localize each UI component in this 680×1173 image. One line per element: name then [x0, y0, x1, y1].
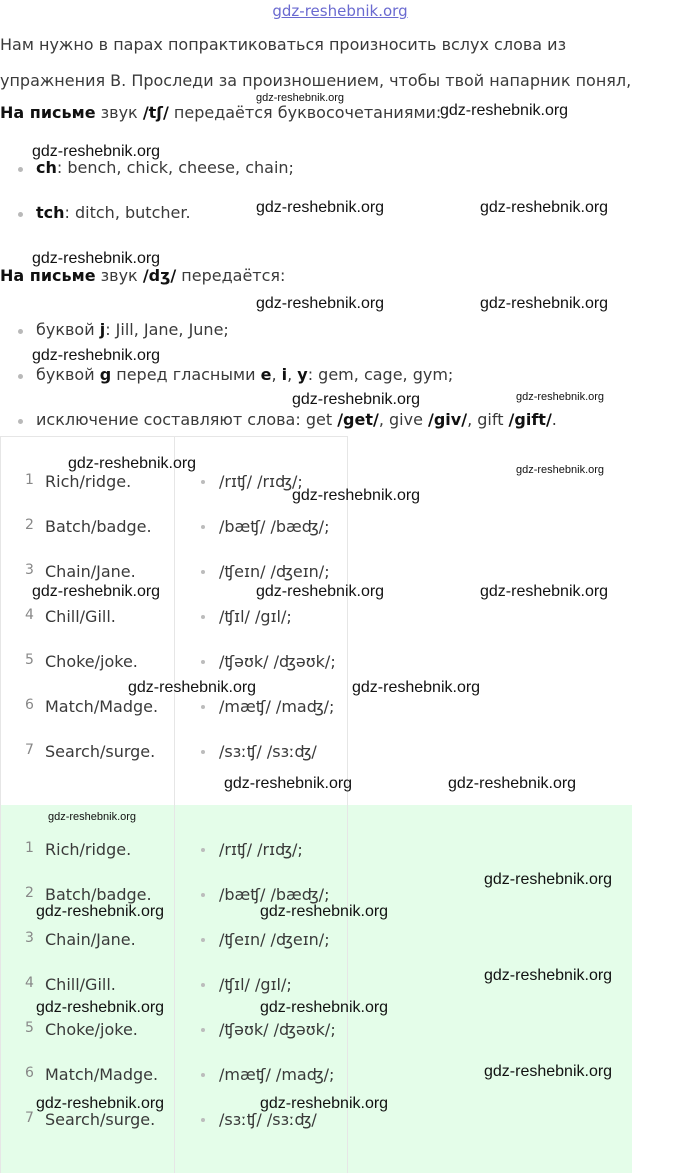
rule1-item-2 — [36, 203, 191, 222]
row-number: 4 — [25, 975, 34, 991]
transcription: /mæʧ/ /maʤ/; — [219, 697, 335, 716]
bullet — [201, 480, 205, 484]
rule2-item-1 — [36, 320, 229, 339]
row-number: 3 — [25, 562, 34, 578]
transcription: /bæʧ/ /bæʤ/; — [219, 885, 330, 904]
bullet — [201, 1118, 205, 1122]
row-number: 1 — [25, 840, 34, 856]
rule1-item-1-text: : bench, chick, cheese, chain; — [56, 158, 294, 177]
word-pair: Chain/Jane. — [45, 930, 136, 949]
b: /giv/ — [428, 410, 468, 429]
rule2-item-2 — [36, 365, 453, 384]
watermark: gdz-reshebnik.org — [256, 583, 385, 600]
transcription: /rɪʧ/ /rɪʤ/; — [219, 472, 303, 491]
word-pair: Rich/ridge. — [45, 472, 132, 491]
watermark: gdz-reshebnik.org — [36, 999, 165, 1016]
bullet — [201, 848, 205, 852]
watermark: gdz-reshebnik.org — [480, 199, 609, 216]
rule1-sound: /tʃ/ — [142, 103, 169, 122]
word-pair: Chain/Jane. — [45, 562, 136, 581]
rule1-text-a: звук — [95, 103, 143, 122]
watermark: gdz-reshebnik.org — [68, 455, 197, 472]
watermark: gdz-reshebnik.org — [32, 583, 161, 600]
word-pair: Search/surge. — [45, 742, 156, 761]
rule1-text-b: передаётся буквосочетаниями: — [168, 103, 442, 122]
word-pair: Choke/joke. — [45, 652, 138, 671]
row-number: 2 — [25, 517, 34, 533]
word-pair: Match/Madge. — [45, 1065, 159, 1084]
watermark: gdz-reshebnik.org — [292, 391, 421, 408]
bullet — [201, 525, 205, 529]
transcription: /ʧəʊk/ /ʤəʊk/; — [219, 1020, 336, 1039]
row-number: 5 — [25, 1020, 34, 1036]
bullet — [18, 212, 23, 217]
rule2-text-a: звук — [95, 266, 143, 285]
watermark: gdz-reshebnik.org — [256, 92, 345, 104]
row-number: 7 — [25, 1110, 34, 1126]
bullet — [201, 893, 205, 897]
bullet — [201, 1073, 205, 1077]
bullet — [201, 705, 205, 709]
t: , give — [378, 410, 428, 429]
watermark: gdz-reshebnik.org — [516, 391, 605, 403]
row-number: 6 — [25, 1065, 34, 1081]
table-row — [0, 607, 347, 652]
t: буквой — [36, 365, 100, 384]
b: j — [99, 320, 106, 339]
watermark: gdz-reshebnik.org — [448, 775, 577, 792]
watermark: gdz-reshebnik.org — [36, 903, 165, 920]
watermark: gdz-reshebnik.org — [484, 871, 613, 888]
watermark: gdz-reshebnik.org — [256, 295, 385, 312]
rule1-heading — [0, 103, 441, 122]
bullet — [201, 570, 205, 574]
word-pair: Batch/badge. — [45, 517, 152, 536]
rule2-sound: /dʒ/ — [142, 266, 177, 285]
table-row — [0, 1110, 347, 1155]
table-row — [0, 840, 347, 885]
transcription: /ʧeɪn/ /ʤeɪn/; — [219, 930, 330, 949]
bullet — [18, 329, 23, 334]
word-pair: Match/Madge. — [45, 697, 159, 716]
t: , gift — [467, 410, 509, 429]
bullet — [18, 419, 23, 424]
watermark: gdz-reshebnik.org — [256, 199, 385, 216]
intro-line-1: Нам нужно в парах попрактиковаться произносить вслух слова из — [0, 35, 567, 54]
table-border — [347, 806, 348, 1173]
t: исключение составляют слова: get — [36, 410, 338, 429]
transcription: /sɜːʧ/ /sɜːʤ/ — [219, 1110, 317, 1129]
transcription: /bæʧ/ /bæʤ/; — [219, 517, 330, 536]
rule2-item-3 — [36, 410, 557, 429]
watermark: gdz-reshebnik.org — [224, 775, 353, 792]
row-number: 1 — [25, 472, 34, 488]
t: буквой — [36, 320, 100, 339]
watermark: gdz-reshebnik.org — [484, 967, 613, 984]
bullet — [201, 750, 205, 754]
word-pair: Batch/badge. — [45, 885, 152, 904]
t: , — [287, 365, 298, 384]
t: : Jill, Jane, June; — [105, 320, 229, 339]
transcription: /rɪʧ/ /rɪʤ/; — [219, 840, 303, 859]
rule2-text-b: передаётся: — [176, 266, 286, 285]
rule2-bold: На письме — [0, 266, 96, 285]
t: . — [551, 410, 557, 429]
row-number: 7 — [25, 742, 34, 758]
t: перед гласными — [111, 365, 261, 384]
row-number: 3 — [25, 930, 34, 946]
b: i — [281, 365, 288, 384]
b: /get/ — [337, 410, 379, 429]
watermark: gdz-reshebnik.org — [260, 903, 389, 920]
watermark: gdz-reshebnik.org — [128, 679, 257, 696]
table-row — [0, 930, 347, 975]
watermark: gdz-reshebnik.org — [260, 1095, 389, 1112]
transcription: /ʧəʊk/ /ʤəʊk/; — [219, 652, 336, 671]
rule2-heading — [0, 266, 285, 285]
watermark: gdz-reshebnik.org — [36, 1095, 165, 1112]
site-link[interactable]: gdz-reshebnik.org — [272, 2, 408, 20]
bullet — [201, 938, 205, 942]
watermark: gdz-reshebnik.org — [440, 102, 569, 119]
bullet — [201, 660, 205, 664]
rule1-item-2-bold: tch — [36, 203, 65, 222]
table-row — [0, 697, 347, 742]
transcription: /ʧɪl/ /gɪl/; — [219, 975, 292, 994]
bullet — [18, 167, 23, 172]
watermark: gdz-reshebnik.org — [484, 1063, 613, 1080]
row-number: 2 — [25, 885, 34, 901]
word-pair: Rich/ridge. — [45, 840, 132, 859]
watermark: gdz-reshebnik.org — [480, 583, 609, 600]
transcription: /sɜːʧ/ /sɜːʤ/ — [219, 742, 317, 761]
word-pair: Chill/Gill. — [45, 975, 116, 994]
t: , — [271, 365, 282, 384]
transcription: /ʧeɪn/ /ʤeɪn/; — [219, 562, 330, 581]
watermark: gdz-reshebnik.org — [48, 811, 137, 823]
table-row — [0, 517, 347, 562]
b: g — [99, 365, 112, 384]
watermark: gdz-reshebnik.org — [32, 347, 161, 364]
word-pair: Choke/joke. — [45, 1020, 138, 1039]
bullet — [201, 983, 205, 987]
b: y — [297, 365, 308, 384]
watermark: gdz-reshebnik.org — [352, 679, 481, 696]
watermark: gdz-reshebnik.org — [292, 487, 421, 504]
transcription: /mæʧ/ /maʤ/; — [219, 1065, 335, 1084]
rule1-item-2-text: : ditch, butcher. — [64, 203, 191, 222]
t: : gem, cage, gym; — [307, 365, 454, 384]
bullet — [201, 1028, 205, 1032]
word-pair: Search/surge. — [45, 1110, 156, 1129]
b: e — [260, 365, 272, 384]
row-number: 4 — [25, 607, 34, 623]
watermark: gdz-reshebnik.org — [32, 250, 161, 267]
b: /gift/ — [508, 410, 552, 429]
bullet — [18, 374, 23, 379]
row-number: 6 — [25, 697, 34, 713]
watermark: gdz-reshebnik.org — [480, 295, 609, 312]
watermark: gdz-reshebnik.org — [516, 464, 605, 476]
rule1-bold: На письме — [0, 103, 96, 122]
word-pair: Chill/Gill. — [45, 607, 116, 626]
rule1-item-1-bold: ch — [36, 158, 57, 177]
bullet — [201, 615, 205, 619]
row-number: 5 — [25, 652, 34, 668]
watermark: gdz-reshebnik.org — [32, 143, 161, 160]
table-row — [0, 1020, 347, 1065]
watermark: gdz-reshebnik.org — [260, 999, 389, 1016]
transcription: /ʧɪl/ /gɪl/; — [219, 607, 292, 626]
intro-line-2: упражнения B. Проследи за произношением, чтобы твой напарник понял, — [0, 71, 632, 90]
